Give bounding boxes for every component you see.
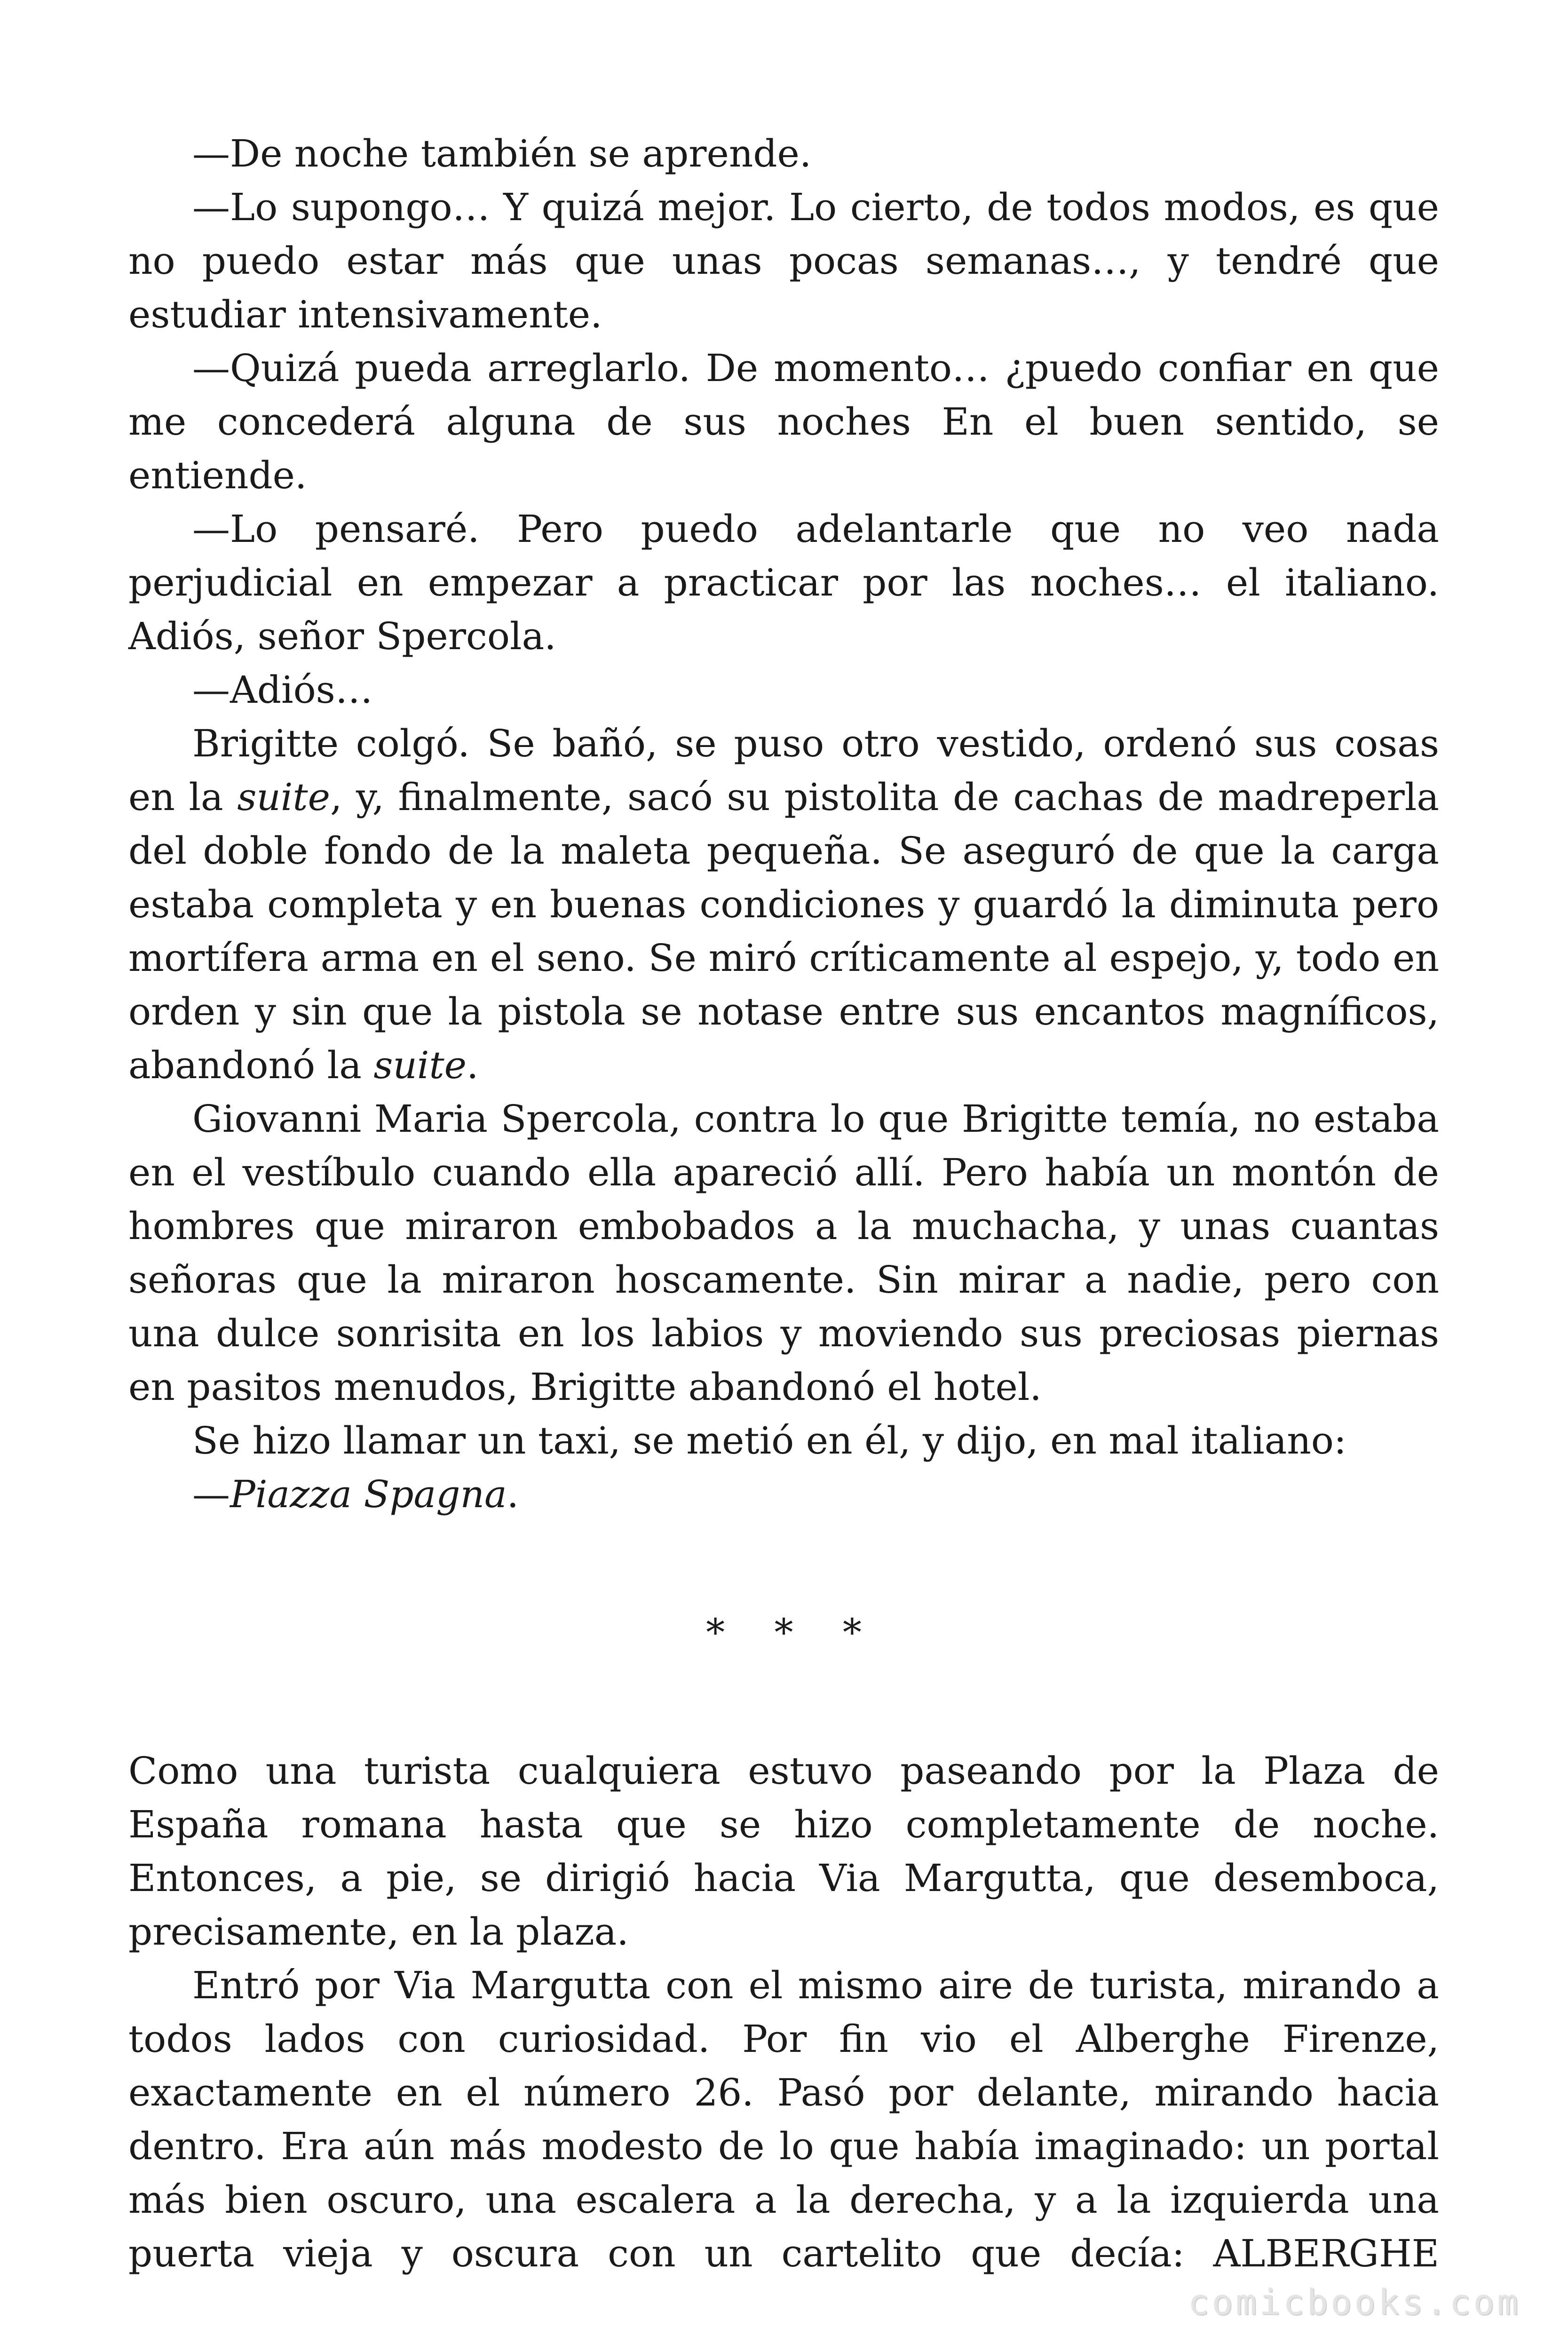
section-after-break bbox=[128, 1744, 1439, 2280]
paragraph bbox=[128, 663, 1439, 717]
text-run: Como una turista cualquiera estuvo paseando por la Plaza de España romana hasta que se hizo completamente de noche. Entonces, a pie, se dirigió hacia Via Margutta, que desemboca, precisamente, en la plaza. bbox=[128, 1749, 1439, 1954]
text-run: — bbox=[192, 1472, 230, 1516]
paragraph bbox=[128, 1959, 1439, 2280]
paragraph bbox=[128, 342, 1439, 502]
paragraph bbox=[128, 1092, 1439, 1414]
text-run: . bbox=[466, 1043, 479, 1087]
book-page bbox=[128, 127, 1439, 2280]
paragraph bbox=[128, 1744, 1439, 1959]
scene-break: * * * bbox=[706, 1611, 880, 1654]
italic-text-run: suite bbox=[237, 775, 330, 819]
text-run: Entró por Via Margutta con el mismo aire de turista, mirando a todos lados con curiosidad. Por fin vio el Alberghe Firenze, exactamente en el número 26. Pasó por delante, mirando hacia dentro. Era aún más modesto de lo que había imaginado: un portal más bien oscuro, una escalera a la derecha, y a la izquierda una puerta vieja y oscura con un cartelito que decía: ALBERGHE bbox=[128, 1963, 1439, 2275]
text-run: —Lo pensaré. Pero puedo adelantarle que no veo nada perjudicial en empezar a practicar por las noches… el italiano. Adiós, señor Spercola. bbox=[128, 507, 1439, 658]
paragraph bbox=[128, 127, 1439, 181]
text-run: —De noche también se aprende. bbox=[192, 132, 812, 175]
paragraph bbox=[128, 717, 1439, 1092]
paragraph bbox=[128, 1414, 1439, 1468]
watermark: comicbooks.com bbox=[1188, 2282, 1521, 2323]
section-before-break bbox=[128, 127, 1439, 1521]
paragraph bbox=[128, 1468, 1439, 1521]
text-run: Se hizo llamar un taxi, se metió en él, y dijo, en mal italiano: bbox=[192, 1419, 1346, 1462]
text-run: , y, finalmente, sacó su pistolita de cachas de madreperla del doble fondo de la maleta pequeña. Se aseguró de que la carga estaba completa y en buenas condiciones y guardó la diminuta pero mortífera arma en el seno. Se miró críticamente al espejo, y, todo en orden y sin que la pistola se notase entre sus encantos magníficos, abandonó la bbox=[128, 775, 1440, 1087]
text-run: —Quizá pueda arreglarlo. De momento… ¿puedo confiar en que me concederá alguna de sus noches En el buen sentido, se entiende. bbox=[128, 346, 1439, 497]
paragraph bbox=[128, 502, 1439, 663]
text-run: Brigitte colgó. Se bañó, se puso otro vestido, ordenó sus cosas en la bbox=[128, 722, 1439, 819]
text-run: —Lo supongo… Y quizá mejor. Lo cierto, de todos modos, es que no puedo estar más que unas pocas semanas…, y tendré que estudiar intensivamente. bbox=[128, 185, 1439, 336]
italic-text-run: suite bbox=[373, 1043, 467, 1087]
text-run: . bbox=[507, 1472, 519, 1516]
italic-text-run: Piazza Spagna bbox=[230, 1472, 507, 1516]
text-run: —Adiós… bbox=[192, 668, 373, 712]
paragraph bbox=[128, 181, 1439, 342]
text-run: Giovanni Maria Spercola, contra lo que Brigitte temía, no estaba en el vestíbulo cuando ella apareció allí. Pero había un montón de hombres que miraron embobados a la muchacha, y unas cuantas señoras que la miraron hoscamente. Sin mirar a nadie, pero con una dulce sonrisita en los labios y moviendo sus preciosas piernas en pasitos menudos, Brigitte abandonó el hotel. bbox=[128, 1097, 1439, 1409]
